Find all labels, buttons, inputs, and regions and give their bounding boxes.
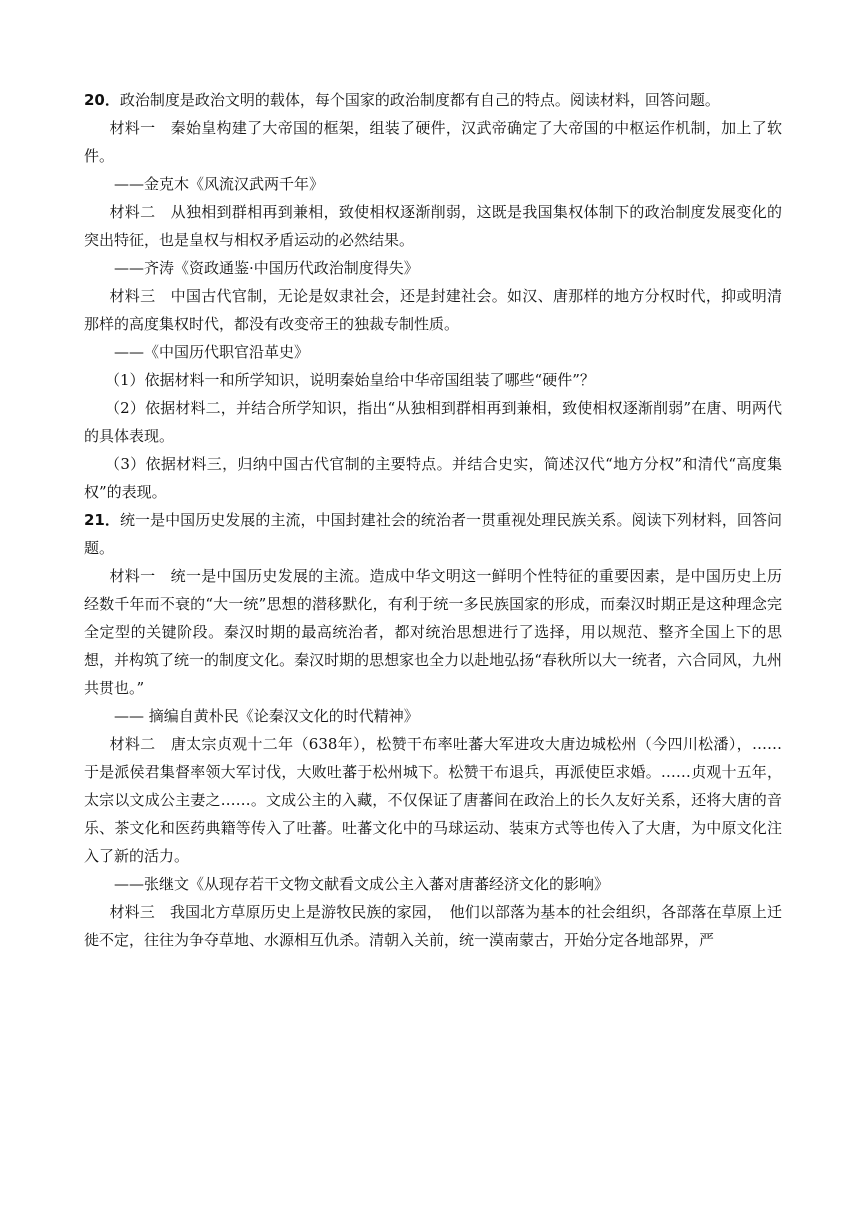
q21-stem: [84, 506, 782, 562]
q20-material-3-text: 中国古代官制，无论是奴隶社会，还是封建社会。如汉、唐那样的地方分权时代，抑或明清那样的高度集权时代，都没有改变帝王的独裁专制性质。: [84, 287, 782, 333]
q21-material-2: [84, 730, 782, 870]
q20-material-1: [84, 114, 782, 170]
q20-number: 20．: [84, 91, 120, 109]
q21-material-2-label: 材料二: [109, 735, 171, 753]
q20-stem-text: 政治制度是政治文明的载体，每个国家的政治制度都有自己的特点。阅读材料，回答问题。: [119, 91, 720, 109]
q20-subquestion-1: （1）依据材料一和所学知识，说明秦始皇给中华帝国组装了哪些“硬件”？: [105, 371, 595, 389]
q21-material-3: [84, 898, 782, 954]
q20-material-3: [84, 282, 782, 338]
q20-subquestion-2: （2）依据材料二，并结合所学知识，指出“从独相到群相再到兼相，致使相权逐渐削弱”在唐、明两代的具体表现。: [84, 399, 782, 445]
q21-stem-text: 统一是中国历史发展的主流，中国封建社会的统治者一贯重视处理民族关系。阅读下列材料，回答问题。: [84, 511, 782, 557]
q20-material-2-label: 材料二: [109, 203, 171, 221]
q20-subquestion-3: （3）依据材料三，归纳中国古代官制的主要特点。并结合史实，简述汉代“地方分权”和清代“高度集权”的表现。: [84, 455, 782, 501]
q20-material-3-label: 材料三: [109, 287, 171, 305]
q21-material-3-text: 我国北方草原历史上是游牧民族的家园， 他们以部落为基本的社会组织，各部落在草原上迁徙不定，往往为争夺草地、水源相互仇杀。清朝入关前，统一漠南蒙古，开始分定各地部界，严: [84, 903, 782, 949]
q21-material-1-source: —— 摘编自黄朴民《论秦汉文化的时代精神》: [114, 707, 419, 725]
q20-stem: [84, 86, 782, 114]
q20-material-1-source: ——金克木《风流汉武两千年》: [114, 175, 325, 193]
q21-material-2-text: 唐太宗贞观十二年（638年），松赞干布率吐蕃大军进攻大唐边城松州（今四川松潘），……于是派侯君集督率领大军讨伐，大败吐蕃于松州城下。松赞干布退兵，再派使臣求婚。……贞观十五年，太宗以文成公主妻之……。文成公主的入藏，不仅保证了唐蕃间在政治上的长久友好关系，还将大唐的音乐、茶文化和医药典籍等传入了吐蕃。吐蕃文化中的马球运动、装束方式等也传入了大唐，为中原文化注入了新的活力。: [84, 735, 782, 865]
q21-material-3-label: 材料三: [109, 903, 170, 921]
q20-material-1-text: 秦始皇构建了大帝国的框架，组装了硬件，汉武帝确定了大帝国的中枢运作机制，加上了软件。: [84, 119, 782, 165]
q21-number: 21．: [84, 511, 120, 529]
document-page: [84, 86, 782, 954]
q20-material-3-source: ——《中国历代职官沿革史》: [114, 343, 310, 361]
q20-material-2: [84, 198, 782, 254]
q21-material-2-source: ——张继文《从现存若干文物文献看文成公主入蕃对唐蕃经济文化的影响》: [114, 875, 610, 893]
q20-material-2-text: 从独相到群相再到兼相，致使相权逐渐削弱，这既是我国集权体制下的政治制度发展变化的突出特征，也是皇权与相权矛盾运动的必然结果。: [84, 203, 782, 249]
q20-material-1-label: 材料一: [109, 119, 171, 137]
q21-material-1: [84, 562, 782, 702]
q21-material-1-text: 统一是中国历史发展的主流。造成中华文明这一鲜明个性特征的重要因素，是中国历史上历经数千年而不衰的“大一统”思想的潜移默化，有利于统一多民族国家的形成，而秦汉时期正是这种理念完全定型的关键阶段。秦汉时期的最高统治者，都对统治思想进行了选择，用以规范、整齐全国上下的思想，并构筑了统一的制度文化。秦汉时期的思想家也全力以赴地弘扬“春秋所以大一统者，六合同风，九州共贯也。”: [84, 567, 782, 697]
q20-material-2-source: ——齐涛《资政通鉴·中国历代政治制度得失》: [114, 259, 419, 277]
q21-material-1-label: 材料一: [109, 567, 171, 585]
